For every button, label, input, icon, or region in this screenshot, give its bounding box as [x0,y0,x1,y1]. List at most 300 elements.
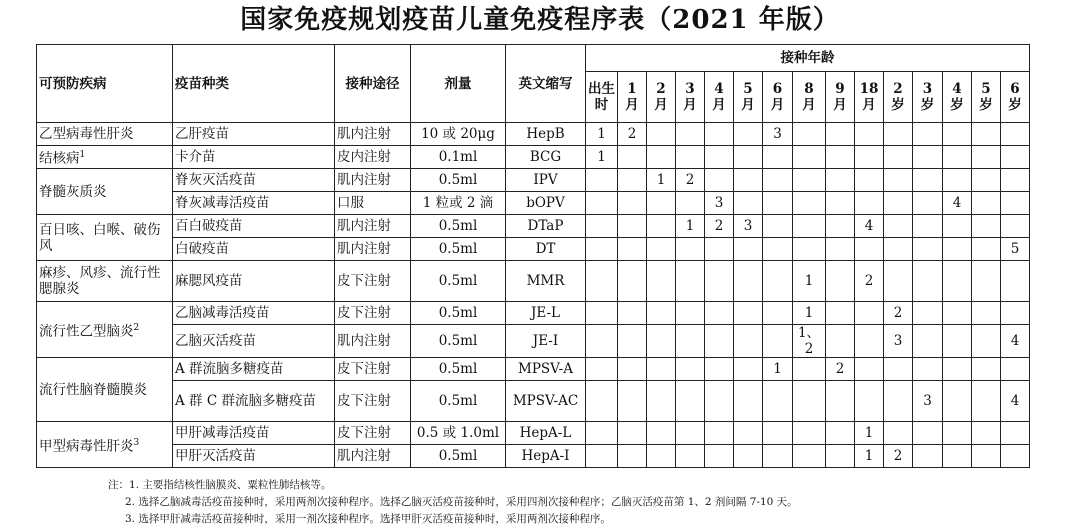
dose-number-cell [1001,302,1030,325]
dose-number-cell [793,123,826,146]
abbr-cell: JE-L [506,302,586,325]
vaccine-cell: 乙肝疫苗 [173,123,335,146]
dose-number-cell [826,261,855,302]
age-unit: 月 [741,97,755,113]
dose-number-cell [763,325,793,358]
dose-number-cell [586,358,618,381]
dose-number-cell [972,123,1001,146]
dose-number-cell [793,215,826,238]
dose-number-cell [972,238,1001,261]
dose-number-cell [943,325,972,358]
route-cell: 皮下注射 [335,381,411,422]
dose-number-cell [647,215,676,238]
dose-number-cell: 1 [855,422,884,445]
dose-number-cell [763,169,793,192]
dose-number-cell [586,192,618,215]
dose-number-cell [647,445,676,468]
disease-name: 百日咳、白喉、破伤风 [39,221,161,254]
dose-number-cell: 1 [793,302,826,325]
dose-number-cell [618,169,647,192]
dose-number-cell [855,302,884,325]
dose-cell: 0.5ml [411,381,506,422]
dose-number-cell [763,381,793,422]
dose-number-cell [705,146,734,169]
dose-number-cell [884,123,913,146]
dose-number-cell [734,261,763,302]
disease-cell [37,215,173,261]
dose-number-cell [763,238,793,261]
dose-number-cell [793,238,826,261]
dose-number-cell [734,358,763,381]
route-cell: 皮下注射 [335,302,411,325]
dose-number-cell [1001,422,1030,445]
age-header-cell [855,72,884,123]
dose-number-cell [763,422,793,445]
table-row [37,215,1030,238]
dose-number-cell [884,358,913,381]
dose-number-cell [855,146,884,169]
page-title: 国家免疫规划疫苗儿童免疫程序表（2021 年版） [240,5,840,35]
dose-number-cell [676,238,705,261]
dose-number-cell [913,422,943,445]
age-unit: 岁 [891,97,905,113]
dose-number-cell [586,325,618,358]
dose-number-cell [647,261,676,302]
dose-cell: 0.5ml [411,302,506,325]
dose-cell: 0.5ml [411,445,506,468]
age-unit: 月 [862,97,876,113]
dose-number-cell [676,358,705,381]
dose-number-cell [676,445,705,468]
dose-number-cell [793,445,826,468]
dose-number-cell: 5 [1001,238,1030,261]
route-cell: 肌内注射 [335,215,411,238]
age-value: 6 [1010,81,1020,97]
dose-number-cell [855,192,884,215]
dose-number-cell [734,146,763,169]
footnotes [108,477,1068,528]
dose-number-cell [943,381,972,422]
age-header-cell [884,72,913,123]
footnote-marker: 1 [79,150,86,161]
dose-number-cell [972,169,1001,192]
dose-cell: 0.5ml [411,169,506,192]
header-vaccine: 疫苗种类 [173,45,335,123]
dose-number-cell: 1 [676,215,705,238]
dose-number-cell: 1 [855,445,884,468]
age-header-cell [734,72,763,123]
route-cell: 肌内注射 [335,238,411,261]
age-value: 3 [685,81,695,97]
route-cell: 皮下注射 [335,422,411,445]
dose-number-cell: 3 [734,215,763,238]
vaccine-cell: 麻腮风疫苗 [173,261,335,302]
age-unit: 月 [770,97,785,113]
dose-number-cell [972,215,1001,238]
dose-number-cell [826,146,855,169]
dose-number-cell [705,381,734,422]
dose-number-cell: 2 [618,123,647,146]
header-age-group: 接种年龄 [586,45,1030,72]
dose-number-cell [913,215,943,238]
header-abbr: 英文缩写 [506,45,586,123]
age-value: 4 [714,81,724,97]
dose-number-cell: 2 [884,445,913,468]
route-cell: 肌内注射 [335,325,411,358]
dose-number-cell [763,261,793,302]
dose-number-cell [793,422,826,445]
disease-cell [37,358,173,422]
dose-number-cell: 2 [884,302,913,325]
dose-cell: 0.1ml [411,146,506,169]
dose-number-cell [586,215,618,238]
dose-cell: 0.5ml [411,325,506,358]
header-route: 接种途径 [335,45,411,123]
dose-number-cell [647,238,676,261]
disease-name: 麻疹、风疹、流行性腮腺炎 [39,265,161,297]
age-unit: 岁 [950,97,964,113]
dose-number-cell [647,123,676,146]
dose-number-cell [586,302,618,325]
table-row [37,422,1030,445]
age-header-cell [586,72,618,123]
table-row [37,325,1030,358]
dose-number-cell [826,445,855,468]
age-unit: 月 [802,97,816,113]
dose-number-cell [884,215,913,238]
age-value: 5 [981,81,991,97]
dose-number-cell [793,358,826,381]
disease-name: 乙型病毒性肝炎 [39,126,134,142]
dose-number-cell [1001,261,1030,302]
age-header-cell [972,72,1001,123]
dose-number-cell: 2 [676,169,705,192]
table-row [37,238,1030,261]
dose-number-cell [618,302,647,325]
dose-number-cell: 4 [1001,381,1030,422]
route-cell: 口服 [335,192,411,215]
route-cell: 肌内注射 [335,123,411,146]
dose-number-cell [734,238,763,261]
age-value: 2 [893,81,903,97]
dose-number-cell [1001,169,1030,192]
dose-number-cell [705,238,734,261]
dose-number-cell [763,192,793,215]
age-value: 出生 [588,81,615,97]
dose-number-cell [855,358,884,381]
footnote-3: 3. 选择甲肝减毒活疫苗接种时，采用一剂次接种程序。选择甲肝灭活疫苗接种时，采用两剂次接种程序。 [125,513,611,525]
disease-name: 脊髓灰质炎 [39,183,107,200]
route-cell: 皮下注射 [335,261,411,302]
table-row [37,123,1030,146]
dose-number-cell [972,192,1001,215]
dose-number-cell: 1 [793,261,826,302]
vaccine-cell: 乙脑灭活疫苗 [173,325,335,358]
dose-number-cell [676,381,705,422]
dose-number-cell [793,169,826,192]
dose-number-cell [855,238,884,261]
table-row [37,169,1030,192]
abbr-cell: HepA-L [506,422,586,445]
dose-number-cell: 2 [855,261,884,302]
dose-number-cell [705,422,734,445]
age-unit: 月 [712,97,726,113]
dose-number-cell [884,146,913,169]
dose-number-cell [913,123,943,146]
immunization-schedule-table [36,44,1030,468]
dose-number-cell [618,445,647,468]
dose-number-cell [855,169,884,192]
dose-number-cell [943,302,972,325]
age-header-cell [913,72,943,123]
dose-number-cell [826,422,855,445]
dose-number-cell [793,192,826,215]
dose-number-cell [826,123,855,146]
dose-number-cell [793,146,826,169]
dose-number-cell [586,169,618,192]
dose-number-cell [763,445,793,468]
dose-number-cell [913,261,943,302]
dose-number-cell [618,381,647,422]
dose-number-cell [676,192,705,215]
dose-number-cell: 2 [705,215,734,238]
dose-number-cell: 2 [826,358,855,381]
dose-number-cell [618,422,647,445]
dose-number-cell [734,422,763,445]
disease-cell [37,261,173,302]
age-unit: 月 [683,97,697,113]
dose-number-cell: 4 [943,192,972,215]
dose-number-cell [884,238,913,261]
vaccine-cell: A 群流脑多糖疫苗 [173,358,335,381]
dose-number-cell [943,445,972,468]
header-disease: 可预防疾病 [37,45,173,123]
abbr-cell: DTaP [506,215,586,238]
dose-number-cell [705,302,734,325]
dose-number-cell: 1 [763,358,793,381]
dose-number-cell: 3 [705,192,734,215]
vaccine-cell: 脊灰减毒活疫苗 [173,192,335,215]
dose-number-cell [647,358,676,381]
table-row [37,192,1030,215]
dose-number-cell [734,325,763,358]
table-row [37,381,1030,422]
abbr-cell: bOPV [506,192,586,215]
footnote-marker: 3 [133,437,140,448]
dose-number-cell [618,238,647,261]
dose-number-cell: 4 [855,215,884,238]
dose-number-cell [618,192,647,215]
dose-number-cell [734,381,763,422]
abbr-cell: HepB [506,123,586,146]
age-unit: 岁 [1008,97,1022,113]
dose-number-cell [943,261,972,302]
age-value: 6 [772,81,783,97]
age-value: 18 [859,81,879,97]
disease-name: 流行性乙型脑炎 [39,323,134,340]
dose-number-cell [586,381,618,422]
route-cell: 肌内注射 [335,445,411,468]
dose-cell: 0.5ml [411,238,506,261]
abbr-cell: MMR [506,261,586,302]
footnote-2: 2. 选择乙脑减毒活疫苗接种时，采用两剂次接种程序。选择乙脑灭活疫苗接种时，采用四剂次接种程序；乙脑灭活疫苗第 1、2 剂间隔 7-10 天。 [125,496,798,508]
table-row [37,146,1030,169]
table-row [37,358,1030,381]
vaccine-cell: 白破疫苗 [173,238,335,261]
dose-number-cell [763,146,793,169]
age-unit: 岁 [920,97,935,113]
dose-number-cell [913,169,943,192]
abbr-cell: IPV [506,169,586,192]
age-value: 8 [804,81,814,97]
dose-number-cell [647,325,676,358]
age-header-cell [705,72,734,123]
dose-number-cell [826,215,855,238]
dose-number-cell [647,422,676,445]
abbr-cell: MPSV-A [506,358,586,381]
dose-number-cell [972,261,1001,302]
vaccine-cell: 甲肝灭活疫苗 [173,445,335,468]
dose-number-cell [734,123,763,146]
age-value: 5 [743,81,753,97]
footnote-marker: 2 [133,322,140,333]
dose-number-cell [647,146,676,169]
dose-number-cell [826,325,855,358]
dose-number-cell [647,381,676,422]
disease-name: 流行性脑脊髓膜炎 [39,381,147,398]
dose-number-cell [826,302,855,325]
dose-number-cell [705,358,734,381]
vaccine-cell: 脊灰灭活疫苗 [173,169,335,192]
table-row [37,445,1030,468]
abbr-cell: HepA-I [506,445,586,468]
dose-number-cell [734,169,763,192]
dose-number-cell [618,261,647,302]
abbr-cell: BCG [506,146,586,169]
dose-number-cell: 1、2 [793,325,826,358]
dose-number-cell [943,146,972,169]
dose-number-cell [943,238,972,261]
abbr-cell: JE-I [506,325,586,358]
header-dose: 剂量 [411,45,506,123]
dose-number-cell [618,146,647,169]
vaccine-cell: A 群 C 群流脑多糖疫苗 [173,381,335,422]
age-unit: 岁 [979,97,993,113]
dose-number-cell [705,261,734,302]
dose-cell: 0.5ml [411,215,506,238]
disease-cell [37,422,173,468]
dose-number-cell [884,169,913,192]
dose-number-cell [913,146,943,169]
age-header-cell [826,72,855,123]
age-unit: 月 [654,97,668,113]
dose-number-cell [913,192,943,215]
dose-number-cell: 3 [913,381,943,422]
disease-name: 结核病 [39,150,80,167]
disease-cell [37,146,173,169]
age-unit: 时 [594,97,609,113]
dose-number-cell [972,146,1001,169]
dose-number-cell [676,146,705,169]
dose-number-cell [618,325,647,358]
dose-number-cell: 3 [763,123,793,146]
dose-number-cell [943,215,972,238]
dose-number-cell [676,422,705,445]
dose-number-cell [1001,192,1030,215]
age-header-cell [763,72,793,123]
dose-number-cell [763,215,793,238]
dose-number-cell [618,358,647,381]
disease-cell [37,169,173,215]
dose-number-cell [913,358,943,381]
dose-number-cell: 4 [1001,325,1030,358]
age-value: 9 [835,81,845,97]
dose-cell: 10 或 20μg [411,123,506,146]
age-header-cell [647,72,676,123]
dose-number-cell [913,445,943,468]
dose-number-cell [972,381,1001,422]
dose-number-cell [647,192,676,215]
disease-cell [37,302,173,358]
dose-number-cell: 3 [884,325,913,358]
age-header-cell [1001,72,1030,123]
vaccine-cell: 甲肝减毒活疫苗 [173,422,335,445]
dose-number-cell [676,325,705,358]
dose-number-cell [943,422,972,445]
dose-number-cell [676,123,705,146]
table-row [37,302,1030,325]
dose-cell: 0.5 或 1.0ml [411,422,506,445]
dose-number-cell [705,123,734,146]
dose-number-cell [676,302,705,325]
dose-number-cell [913,238,943,261]
dose-cell: 0.5ml [411,358,506,381]
dose-number-cell [855,381,884,422]
vaccine-cell: 卡介苗 [173,146,335,169]
dose-number-cell [913,325,943,358]
dose-number-cell [1001,215,1030,238]
age-header-cell [618,72,647,123]
dose-number-cell [884,381,913,422]
age-value: 1 [627,81,637,97]
dose-number-cell [586,261,618,302]
dose-number-cell [793,381,826,422]
dose-number-cell [586,238,618,261]
dose-number-cell [826,192,855,215]
dose-number-cell [972,302,1001,325]
dose-number-cell [972,445,1001,468]
dose-number-cell [943,123,972,146]
vaccine-cell: 百白破疫苗 [173,215,335,238]
dose-number-cell [618,215,647,238]
age-value: 4 [952,81,962,97]
dose-number-cell [1001,445,1030,468]
dose-number-cell [855,123,884,146]
route-cell: 皮下注射 [335,358,411,381]
age-unit: 月 [625,97,639,113]
dose-number-cell [705,169,734,192]
disease-name: 甲型病毒性肝炎 [39,438,134,455]
route-cell: 皮内注射 [335,146,411,169]
dose-number-cell [763,302,793,325]
dose-number-cell [734,192,763,215]
dose-number-cell [972,358,1001,381]
dose-number-cell [972,422,1001,445]
dose-number-cell [855,325,884,358]
dose-number-cell [884,192,913,215]
dose-number-cell [1001,123,1030,146]
dose-number-cell [734,302,763,325]
